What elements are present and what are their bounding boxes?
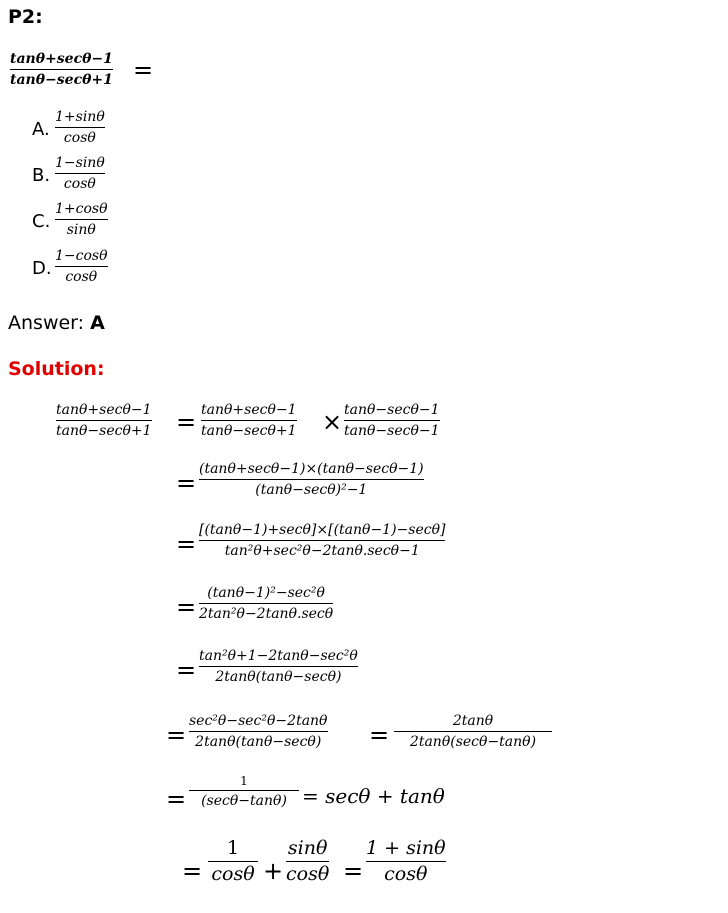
problem-denominator: tanθ−secθ+1 [10,72,113,88]
step8-fraction-c [366,839,446,884]
step8-equals-2: = [343,857,364,885]
step1-lhs-den: tanθ−secθ+1 [56,423,152,439]
step4-den: 2tan²θ−2tanθ.secθ [199,606,334,622]
option-a-num: 1+sinθ [55,109,105,125]
step6-fraction-a [189,714,328,749]
step7-rhs: = secθ + tanθ [302,784,445,808]
step1-f2-num: tanθ−secθ−1 [344,402,440,418]
option-a-fraction [55,110,105,145]
step3-den: tan²θ+sec²θ−2tanθ.secθ−1 [224,543,420,559]
step8-b-num: sinθ [287,837,328,859]
answer-line [8,312,105,334]
option-a-letter: A. [32,119,50,140]
step2-fraction [199,462,424,497]
option-c-den: sinθ [66,222,96,238]
solution-label: Solution: [8,358,105,380]
step8-c-den: cosθ [384,863,428,885]
step2-num: (tanθ+secθ−1)×(tanθ−secθ−1) [199,461,424,477]
step7-equals: = [166,785,187,813]
step1-lhs [56,403,152,438]
step1-f2-den: tanθ−secθ−1 [344,423,440,439]
step7-fraction [189,775,299,808]
step3-num: [(tanθ−1)+secθ]×[(tanθ−1)−secθ] [199,522,446,538]
option-c-letter: C. [32,211,51,232]
step1-f1-num: tanθ+secθ−1 [201,402,297,418]
option-b-letter: B. [32,165,51,186]
step8-a-num: 1 [226,837,240,859]
option-b-fraction [55,156,105,191]
step1-factor1 [201,403,297,438]
step5-equals: = [176,656,197,684]
step3-equals: = [176,530,197,558]
answer-value: A [90,312,105,334]
problem-equals: = [133,56,154,84]
step8-b-den: cosθ [286,863,330,885]
step1-f1-den: tanθ−secθ+1 [201,423,297,439]
step1-factor2 [344,403,440,438]
problem-numerator: tanθ+secθ−1 [10,51,113,67]
option-c-fraction [55,202,108,237]
step5-den: 2tanθ(tanθ−secθ) [215,669,342,685]
step5-fraction [199,649,358,684]
option-d-fraction [55,249,108,284]
step8-c-num: 1 + sinθ [366,837,446,859]
step4-equals: = [176,593,197,621]
option-a-den: cosθ [63,130,96,146]
step6-b-den: 2tanθ(secθ−tanθ) [409,734,537,750]
option-c-num: 1+cosθ [55,201,108,217]
step2-den: (tanθ−secθ)²−1 [255,482,368,498]
option-b-den: cosθ [63,176,96,192]
step5-num: tan²θ+1−2tanθ−sec²θ [199,648,358,664]
step8-fraction-b [286,839,329,884]
step6-fraction-b [394,714,552,749]
step4-fraction [199,586,333,621]
step6-a-den: 2tanθ(tanθ−secθ) [195,734,322,750]
option-d-num: 1−cosθ [55,248,108,264]
step1-equals: = [176,408,197,436]
option-d-letter: D. [32,258,52,279]
step8-plus: + [263,857,284,885]
step1-times: × [322,408,343,436]
problem-label: P2: [8,6,43,28]
step4-num: (tanθ−1)²−sec²θ [207,585,325,601]
step6-equals: = [166,721,187,749]
answer-label: Answer: [8,312,85,334]
step6-a-num: sec²θ−sec²θ−2tanθ [189,713,328,729]
step8-a-den: cosθ [211,863,255,885]
option-b-num: 1−sinθ [55,155,105,171]
step1-lhs-num: tanθ+secθ−1 [56,402,152,418]
step8-fraction-a [208,839,258,884]
step2-equals: = [176,469,197,497]
step7-den: (secθ−tanθ) [201,793,287,809]
step6-b-num: 2tanθ [452,713,494,729]
step7-num: 1 [240,774,248,788]
step3-fraction [199,523,445,558]
step8-equals: = [182,857,203,885]
problem-fraction [10,52,113,87]
step6-equals-2: = [369,721,390,749]
option-d-den: cosθ [65,269,98,285]
